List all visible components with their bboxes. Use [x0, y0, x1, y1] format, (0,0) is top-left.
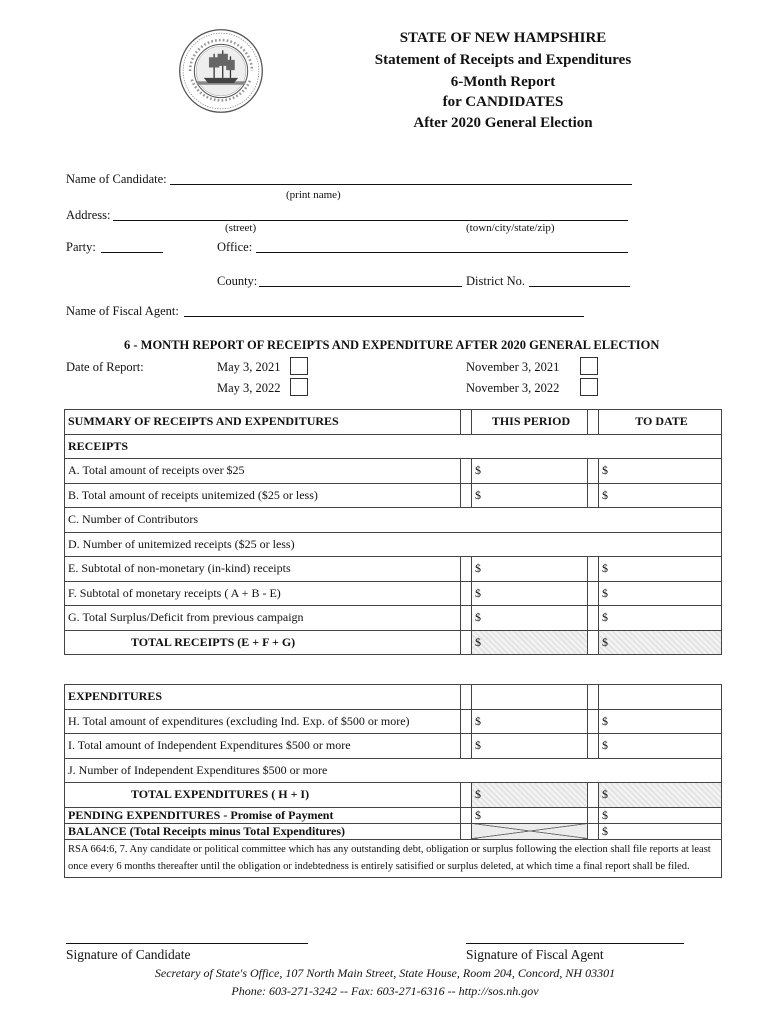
total-receipts-label: TOTAL RECEIPTS (E + F + G) [65, 630, 461, 655]
balance-label: BALANCE (Total Receipts minus Total Expenditures) [65, 823, 461, 839]
receipts-to-date-field[interactable]: $ [599, 606, 722, 631]
county-label: County: [217, 274, 258, 288]
print-name-hint: (print name) [286, 189, 341, 201]
receipts-table [64, 409, 722, 655]
expenditures-this-period-field[interactable]: $ [472, 734, 588, 759]
expenditures-to-date-field[interactable]: $ [599, 734, 722, 759]
receipts-label: B. Total amount of receipts unitemized ($25 or less) [65, 483, 461, 508]
date-option-may-2021: May 3, 2021 [217, 360, 281, 374]
party-label: Party: [66, 240, 96, 254]
receipts-row [65, 459, 722, 484]
header-period: After 2020 General Election [413, 115, 593, 131]
town-hint: (town/city/state/zip) [466, 222, 555, 234]
total-expenditures-this-period[interactable]: $ [472, 783, 588, 808]
candidate-name-label: Name of Candidate: [66, 172, 167, 186]
expenditures-to-date-field[interactable]: $ [599, 709, 722, 734]
checkbox-may-2022[interactable] [290, 378, 308, 396]
header-state-title: STATE OF NEW HAMPSHIRE [399, 30, 607, 46]
receipts-label: A. Total amount of receipts over $25 [65, 459, 461, 484]
balance-to-date[interactable]: $ [599, 823, 722, 839]
report-title: 6 - MONTH REPORT OF RECEIPTS AND EXPENDITURE AFTER 2020 GENERAL ELECTION [124, 338, 660, 352]
fiscal-agent-label: Name of Fiscal Agent: [66, 304, 179, 318]
receipts-this-period-field[interactable]: $ [472, 581, 588, 606]
receipts-label: D. Number of unitemized receipts ($25 or less) [65, 532, 722, 557]
expenditures-this-period-field[interactable]: $ [472, 709, 588, 734]
checkbox-nov-2021[interactable] [580, 357, 598, 375]
county-field[interactable] [259, 274, 462, 287]
receipts-this-period-field[interactable]: $ [472, 483, 588, 508]
expenditures-label: H. Total amount of expenditures (excluding Ind. Exp. of $500 or more) [65, 709, 461, 734]
receipts-to-date-field[interactable]: $ [599, 557, 722, 582]
receipts-row [65, 508, 722, 533]
pending-to-date[interactable]: $ [599, 807, 722, 823]
receipts-to-date-field[interactable]: $ [599, 483, 722, 508]
expenditures-table [64, 684, 722, 878]
rsa-note-row [65, 839, 722, 877]
receipts-this-period-field[interactable]: $ [472, 606, 588, 631]
receipts-row [65, 606, 722, 631]
rsa-note: RSA 664:6, 7. Any candidate or political committee which has any outstanding debt, obligation or surplus following the election shall file reports at least once every 6 months thereafter until the obligation or indebtedness is entirely satisified or surplus deleted, at which time a final report shall be filed. [65, 839, 722, 877]
checkbox-may-2021[interactable] [290, 357, 308, 375]
address-field[interactable] [113, 208, 628, 221]
receipts-this-period-field[interactable]: $ [472, 459, 588, 484]
total-receipts-row [65, 630, 722, 655]
expenditures-heading: EXPENDITURES [65, 685, 461, 710]
table-header-row [65, 410, 722, 435]
receipts-label: E. Subtotal of non-monetary (in-kind) receipts [65, 557, 461, 582]
pending-row [65, 807, 722, 823]
receipts-label: F. Subtotal of monetary receipts ( A + B - E) [65, 581, 461, 606]
expenditures-row [65, 758, 722, 783]
receipts-row [65, 581, 722, 606]
total-expenditures-to-date[interactable]: $ [599, 783, 722, 808]
candidate-signature-line[interactable] [66, 942, 308, 944]
receipts-this-period-field[interactable]: $ [472, 557, 588, 582]
fiscal-agent-field[interactable] [184, 304, 584, 317]
balance-row [65, 823, 722, 839]
district-label: District No. [466, 274, 526, 288]
receipts-row [65, 483, 722, 508]
footer-contact: Phone: 603-271-3242 -- Fax: 603-271-6316 -- http://sos.nh.gov [231, 984, 539, 998]
receipts-rows [65, 459, 722, 631]
checkbox-nov-2022[interactable] [580, 378, 598, 396]
col-this-period: THIS PERIOD [472, 410, 588, 435]
header-statement-title: Statement of Receipts and Expenditures [374, 52, 632, 68]
balance-this-period-na [472, 823, 588, 839]
total-receipts-to-date[interactable]: $ [599, 630, 722, 655]
pending-label: PENDING EXPENDITURES - Promise of Payment [65, 807, 461, 823]
receipts-heading: RECEIPTS [65, 434, 722, 459]
expenditures-row [65, 709, 722, 734]
office-label: Office: [217, 240, 253, 254]
receipts-label: G. Total Surplus/Deficit from previous campaign [65, 606, 461, 631]
party-field[interactable] [101, 240, 163, 253]
expenditures-row [65, 734, 722, 759]
fiscal-agent-signature-label: Signature of Fiscal Agent [466, 947, 604, 962]
receipts-heading-row [65, 434, 722, 459]
header-audience: for CANDIDATES [442, 94, 564, 110]
state-seal-image [178, 28, 264, 114]
receipts-label: C. Number of Contributors [65, 508, 722, 533]
expenditures-rows [65, 709, 722, 783]
receipts-row [65, 557, 722, 582]
expenditures-label: I. Total amount of Independent Expenditures $500 or more [65, 734, 461, 759]
candidate-name-field[interactable] [170, 172, 632, 185]
expenditures-label: J. Number of Independent Expenditures $500 or more [65, 758, 722, 783]
receipts-to-date-field[interactable]: $ [599, 459, 722, 484]
pending-this-period[interactable]: $ [472, 807, 588, 823]
total-receipts-this-period[interactable]: $ [472, 630, 588, 655]
date-of-report-label: Date of Report: [66, 360, 144, 374]
total-expenditures-label: TOTAL EXPENDITURES ( H + I) [65, 783, 461, 808]
footer-address: Secretary of State's Office, 107 North Main Street, State House, Room 204, Concord, NH 03301 [154, 966, 616, 980]
expenditures-heading-row [65, 685, 722, 710]
fiscal-agent-signature-line[interactable] [466, 942, 684, 944]
date-option-nov-2021: November 3, 2021 [466, 360, 560, 374]
candidate-signature-label: Signature of Candidate [66, 947, 191, 962]
street-hint: (street) [225, 222, 257, 234]
receipts-row [65, 532, 722, 557]
col-to-date: TO DATE [599, 410, 722, 435]
address-label: Address: [66, 208, 111, 222]
summary-header: SUMMARY OF RECEIPTS AND EXPENDITURES [65, 410, 461, 435]
district-field[interactable] [529, 274, 630, 287]
receipts-to-date-field[interactable]: $ [599, 581, 722, 606]
total-expenditures-row [65, 783, 722, 808]
date-option-nov-2022: November 3, 2022 [466, 381, 560, 395]
header-report-type: 6-Month Report [450, 74, 556, 90]
date-option-may-2022: May 3, 2022 [217, 381, 281, 395]
office-field[interactable] [256, 240, 628, 253]
